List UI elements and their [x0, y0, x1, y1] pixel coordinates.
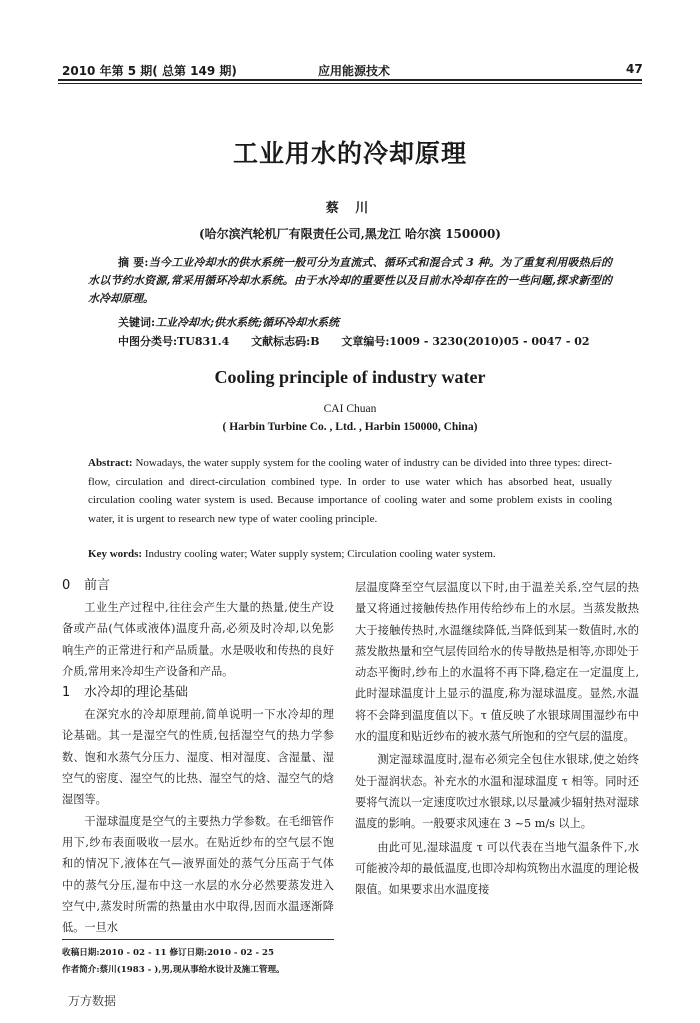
affiliation-english: ( Harbin Turbine Co. , Ltd. , Harbin 150000, China): [222, 421, 478, 433]
paragraph: 工业生产过程中,往往会产生大量的热量,使生产设备或产品(气体或液体)温度升高,必须及时冷却,以免影响生产的正常进行和产品质量。水是吸收和传热的良好介质,常用来冷却生产设备和产品。: [62, 601, 334, 678]
section-heading-theory: 1 水冷却的理论基础: [62, 685, 189, 701]
title-chinese: 工业用水的冷却原理: [232, 139, 467, 168]
keywords-english: [88, 548, 612, 560]
classification-line: [118, 333, 638, 349]
paragraph: 层温度降至空气层温度以下时,由于温差关系,空气层的热量又将通过接触传热作用传给纱布上的水层。当蒸发散热大于接触传热时,水温继续降低,当降低到某一数值时,水的蒸发散热量和空气层传回给水的传导散热是相等,亦即处于动态平衡时,纱布上的水温将不再下降,稳定在一定温度上,此时湿球温度计上显示的温度,称为湿球温度。显然,水温将不会降到温度值以下。τ 值反映了水银球周围湿纱布中水的温度和贴近纱布的被水蒸气所饱和的空气层的温度。: [355, 581, 639, 744]
paragraph: 在深究水的冷却原理前,简单说明一下水冷却的理论基础。其一是湿空气的性质,包括湿空气的热力学参数、饱和水蒸气分压力、湿度、相对湿度、含湿量、湿空气的密度、湿空气的比热、湿空气的焓、湿空气的焓湿图等。: [62, 708, 334, 807]
abstract-en-text: Nowadays, the water supply system for the cooling water of industry can be divided into three types: direct-flow, circulation and direct-circulation combined type. In order to use water which has absorbed heat, usually circulation cooling water system is used. Because importance of cooling water and some problem exists in cooling water, it is urgent to research new type of water cooling principle.: [88, 457, 612, 526]
abstract-english: [88, 454, 612, 529]
paragraph: 干湿球温度是空气的主要热力学参数。在毛细管作用下,纱布表面吸收一层水。在贴近纱布的空气层不饱和的情况下,液体在气—液界面处的蒸气分压高于气体中的蒸气分压,湿布中这一水层的水分必然要蒸发进入空气中,蒸发时所需的热量由水中取得,因而水温逐渐降低。一旦水: [62, 814, 334, 935]
keywords-en-text: Industry cooling water; Water supply system; Circulation cooling water system.: [144, 548, 496, 560]
paragraph: 由此可见,湿球温度 τ 可以代表在当地气温条件下,水可能被冷却的最低温度,也即冷却构筑物出水温度的理论极限值。如果要求出水温度接: [355, 840, 639, 897]
journal-name: 应用能源技术: [318, 64, 391, 78]
footnote-dates: 收稿日期:2010 - 02 - 11 修订日期:2010 - 02 - 25: [62, 948, 274, 958]
keywords-text: 工业冷却水;供水系统;循环冷却水系统: [155, 316, 340, 329]
footnote-author-bio: 作者简介:蔡川(1983 - ),男,现从事给水设计及施工管理。: [62, 965, 285, 975]
watermark-text: 万方数据: [68, 994, 117, 1008]
page-number: 47: [626, 62, 643, 76]
abstract-label: 摘 要:: [118, 256, 149, 269]
abstract-en-label: Abstract:: [88, 457, 133, 469]
keywords-en-label: Key words:: [88, 548, 143, 560]
abstract-text: 当今工业冷却水的供水系统一般可分为直流式、循环式和混合式 3 种。为了重复利用吸热后的水以节约水资源,常采用循环冷却水系统。由于水冷却的重要性以及目前水冷却存在的一些问题,探求新型的水冷却原理。: [88, 256, 613, 305]
keywords-label: 关键词:: [118, 316, 156, 329]
body-right-column: [355, 577, 639, 900]
issue-info: 2010 年第 5 期( 总第 149 期): [62, 64, 237, 78]
footnote-rule: [62, 939, 334, 940]
clc-number: 中图分类号:TU831.4: [118, 335, 230, 348]
section-heading-intro: 0 前言: [62, 578, 111, 593]
document-code: 文献标志码:B: [251, 335, 320, 348]
paragraph: 测定湿球温度时,湿布必须完全包住水银球,使之始终处于湿润状态。补充水的水温和湿球温度 τ 相等。同时还要将气流以一定速度吹过水银球,以尽量减少辐射热对湿球温度的影响。一般要求风速在 3 ~5 m/s 以上。: [355, 753, 639, 831]
article-number: 文章编号:1009 - 3230(2010)05 - 0047 - 02: [341, 335, 590, 348]
keywords-chinese: [118, 314, 612, 330]
title-english: Cooling principle of industry water: [214, 367, 486, 387]
header-rule-thin: [58, 83, 642, 84]
body-left-column: [62, 575, 334, 938]
author-chinese: 蔡 川: [325, 201, 375, 216]
affiliation-chinese: (哈尔滨汽轮机厂有限责任公司,黑龙江 哈尔滨 150000): [199, 227, 501, 241]
author-english: CAI Chuan: [323, 403, 377, 415]
abstract-chinese: [88, 254, 612, 308]
header-rule-thick: [58, 79, 642, 81]
